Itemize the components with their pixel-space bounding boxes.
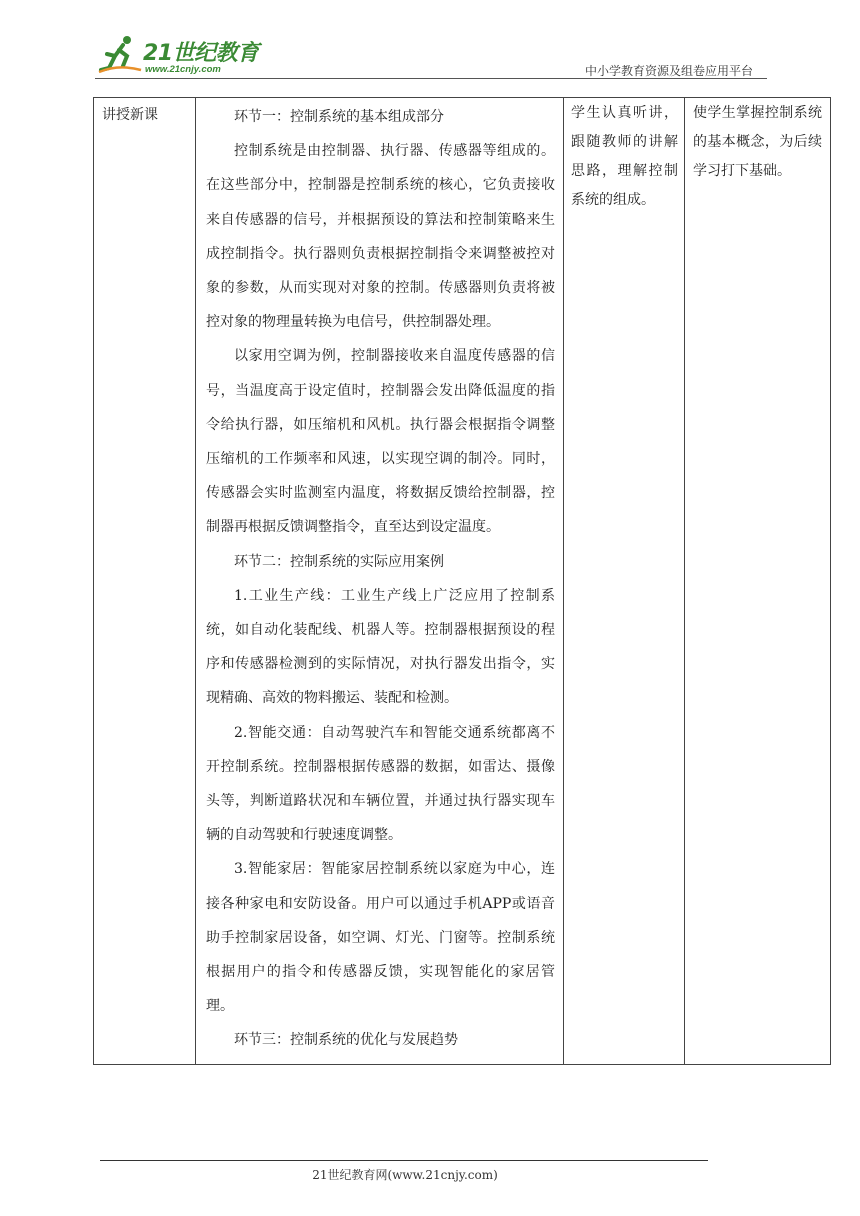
content-paragraph: 以家用空调为例，控制器接收来自温度传感器的信号，当温度高于设定值时，控制器会发出降低温度的指令给执行器，如压缩机和风机。执行器会根据指令调整压缩机的工作频率和风速，以实现空调的制冷。同时，传感器会实时监测室内温度，将数据反馈给控制器，控制器再根据反馈调整指令，直至达到设定温度。 — [206, 348, 555, 536]
lesson-plan-table — [93, 97, 831, 1065]
table-row — [94, 98, 831, 1065]
header-divider — [95, 78, 767, 79]
runner-logo-icon — [97, 34, 143, 74]
page-header — [95, 30, 767, 80]
footer-divider — [100, 1160, 708, 1161]
content-paragraph: 3.智能家居：智能家居控制系统以家庭为中心，连接各种家电和安防设备。用户可以通过手机APP或语音助手控制家居设备，如空调、灯光、门窗等。控制系统根据用户的指令和传感器反馈，实现智能化的家居管理。 — [206, 861, 555, 1015]
student-activity-cell — [564, 98, 685, 1065]
content-paragraph: 控制系统是由控制器、执行器、传感器等组成的。在这些部分中，控制器是控制系统的核心，它负责接收来自传感器的信号，并根据预设的算法和控制策略来生成控制指令。执行器则负责根据控制指令来调整被控对象的参数，从而实现对对象的控制。传感器则负责将被控对象的物理量转换为电信号，供控制器处理。 — [206, 143, 555, 331]
content-paragraph: 2.智能交通：自动驾驶汽车和智能交通系统都离不开控制系统。控制器根据传感器的数据，如雷达、摄像头等，判断道路状况和车辆位置，并通过执行器实现车辆的自动驾驶和行驶速度调整。 — [206, 724, 555, 844]
logo-title: 21世纪教育 — [143, 41, 259, 66]
site-logo[interactable] — [95, 30, 275, 78]
content-paragraph: 环节一：控制系统的基本组成部分 — [234, 109, 444, 125]
platform-name: 中小学教育资源及组卷应用平台 — [584, 64, 753, 78]
student-activity-text: 学生认真听讲，跟随教师的讲解思路，理解控制系统的组成。 — [571, 105, 678, 208]
content-paragraph: 1.工业生产线：工业生产线上广泛应用了控制系统，如自动化装配线、机器人等。控制器根据预设的程序和传感器检测到的实际情况，对执行器发出指令，实现精确、高效的物料搬运、装配和检测。 — [206, 587, 555, 707]
footer-link[interactable]: 21世纪教育网(www.21cnjy.com) — [312, 1168, 498, 1182]
content-paragraph: 环节二：控制系统的实际应用案例 — [234, 553, 444, 570]
content-paragraph: 环节三：控制系统的优化与发展趋势 — [234, 1032, 458, 1049]
section-label: 讲授新课 — [102, 107, 158, 123]
section-label-cell — [94, 98, 196, 1065]
design-intent-text: 使学生掌握控制系统的基本概念，为后续学习打下基础。 — [693, 105, 822, 179]
design-intent-cell — [685, 98, 831, 1065]
content-cell — [196, 98, 564, 1065]
logo-url: www.21cnjy.com — [145, 64, 221, 75]
